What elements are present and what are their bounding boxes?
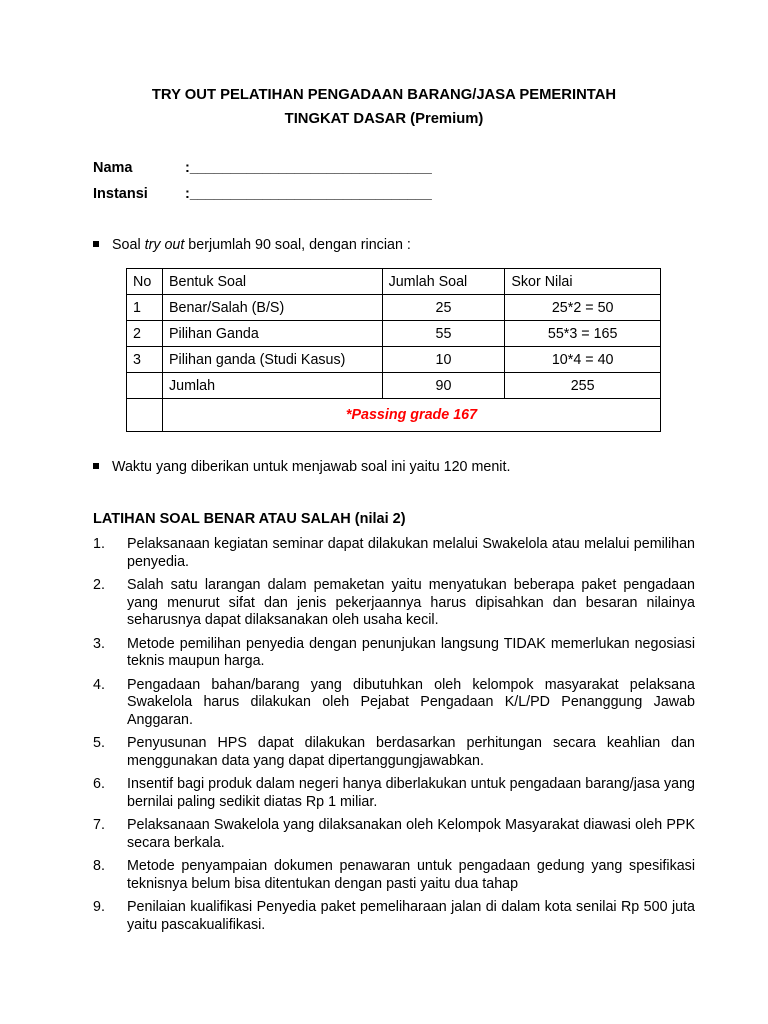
soal-text-pre: Soal: [112, 237, 145, 253]
table-cell: 10: [382, 347, 505, 373]
table-cell: 25*2 = 50: [505, 295, 661, 321]
question-number: 2.: [93, 577, 105, 593]
question-item: [93, 776, 695, 811]
table-cell: Benar/Salah (B/S): [162, 295, 382, 321]
table-row: [127, 295, 661, 321]
question-text: Metode penyampaian dokumen penawaran untuk pengadaan gedung yang spesifikasi teknisnya belum bisa ditentukan dengan pasti yaitu dua tahap: [127, 858, 695, 892]
nama-label: Nama: [93, 160, 133, 176]
table-cell: 1: [127, 295, 163, 321]
table-total-row: [127, 373, 661, 399]
question-text: Pengadaan bahan/barang yang dibutuhkan oleh kelompok masyarakat pelaksana Swakelola harus dilakukan oleh Pejabat Pengadaan K/L/PD Penanggung Jawab Anggaran.: [127, 676, 695, 728]
table-cell: 2: [127, 321, 163, 347]
passing-grade-text: *Passing grade 167: [162, 399, 660, 432]
table-header-cell: Skor Nilai: [505, 269, 661, 295]
table-cell: Pilihan ganda (Studi Kasus): [162, 347, 382, 373]
table-cell: [127, 399, 163, 432]
table-cell: 255: [505, 373, 661, 399]
question-text: Metode pemilihan penyedia dengan penunjukan langsung TIDAK memerlukan negosiasi teknis maupun harga.: [127, 635, 695, 669]
table-cell: 90: [382, 373, 505, 399]
bullet-soal: [93, 237, 411, 253]
question-item: [93, 536, 695, 571]
table-row: [127, 347, 661, 373]
table-cell: Jumlah: [162, 373, 382, 399]
question-number: 4.: [93, 676, 105, 693]
table-cell: [127, 373, 163, 399]
table-cell: 3: [127, 347, 163, 373]
question-item: [93, 858, 695, 893]
table-cell: 10*4 = 40: [505, 347, 661, 373]
question-number: 6.: [93, 776, 105, 792]
question-item: [93, 899, 695, 934]
question-number: 5.: [93, 735, 105, 751]
table-cell: Pilihan Ganda: [162, 321, 382, 347]
question-number: 8.: [93, 858, 105, 874]
question-number: 1.: [93, 536, 105, 552]
document-subtitle: TINGKAT DASAR (Premium): [284, 111, 484, 127]
question-list: [93, 536, 695, 940]
soal-text-post: berjumlah 90 soal, dengan rincian :: [184, 237, 411, 253]
nama-field[interactable]: [93, 160, 432, 176]
instansi-blank[interactable]: :______________________________: [185, 186, 432, 202]
bullet-square-icon: [93, 463, 99, 469]
question-item: [93, 677, 695, 730]
table-header-row: [127, 269, 661, 295]
question-item: [93, 636, 695, 671]
bullet-waktu: [93, 459, 510, 475]
table-row: [127, 321, 661, 347]
nama-blank[interactable]: :______________________________: [185, 160, 432, 176]
section-title: LATIHAN SOAL BENAR ATAU SALAH (nilai 2): [93, 511, 406, 527]
question-text: Penyusunan HPS dapat dilakukan berdasarkan perhitungan secara keahlian dan menggunakan data yang dapat dipertanggungjawabkan.: [127, 735, 695, 769]
table-cell: 25: [382, 295, 505, 321]
table-header-cell: No: [127, 269, 163, 295]
question-text: Insentif bagi produk dalam negeri hanya diberlakukan untuk pengadaan barang/jasa yang bernilai paling sedikit diatas Rp 1 miliar.: [127, 776, 695, 810]
bullet-square-icon: [93, 241, 99, 247]
table-header-cell: Bentuk Soal: [162, 269, 382, 295]
table-header-cell: Jumlah Soal: [382, 269, 505, 295]
instansi-label: Instansi: [93, 186, 148, 202]
table-cell: 55*3 = 165: [505, 321, 661, 347]
document-title: TRY OUT PELATIHAN PENGADAAN BARANG/JASA PEMERINTAH: [151, 87, 617, 103]
question-number: 3.: [93, 635, 105, 652]
question-number: 9.: [93, 899, 105, 915]
instansi-field[interactable]: [93, 186, 432, 202]
score-table: [126, 268, 661, 432]
waktu-text: Waktu yang diberikan untuk menjawab soal ini yaitu 120 menit.: [112, 459, 511, 475]
question-item: [93, 817, 695, 852]
question-item: [93, 735, 695, 770]
question-text: Penilaian kualifikasi Penyedia paket pemeliharaan jalan di dalam kota senilai Rp 500 juta yaitu pascakualifikasi.: [127, 899, 695, 933]
passing-grade-row: [127, 399, 661, 432]
question-item: [93, 577, 695, 630]
question-text: Salah satu larangan dalam pemaketan yaitu menyatukan beberapa paket pengadaan yang menurut sifat dan jenis pekerjaannya harus dipisahkan dan besaran nilainya seharusnya dapat dilaksanakan oleh usaha kecil.: [127, 577, 695, 628]
question-text: Pelaksanaan Swakelola yang dilaksanakan oleh Kelompok Masyarakat diawasi oleh PPK secara berkala.: [127, 817, 695, 851]
soal-text-italic: try out: [144, 237, 185, 253]
question-text: Pelaksanaan kegiatan seminar dapat dilakukan melalui Swakelola atau melalui pemilihan penyedia.: [127, 536, 695, 570]
question-number: 7.: [93, 817, 105, 833]
table-cell: 55: [382, 321, 505, 347]
